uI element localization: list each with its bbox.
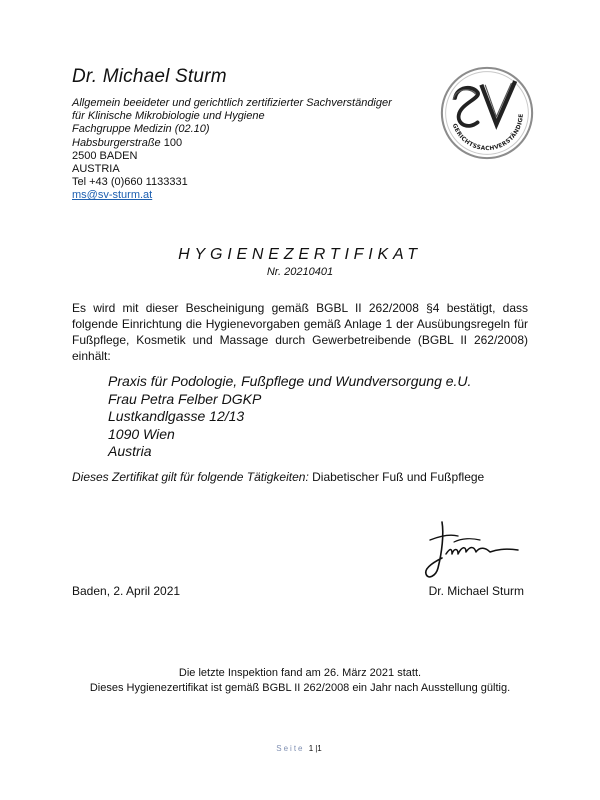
expert-group-line: Fachgruppe Medizin (02.10) — [72, 123, 210, 136]
total-pages: 1 — [317, 744, 324, 753]
facility-street: Lustkandlgasse 12/13 — [108, 408, 245, 424]
facility-city: 1090 Wien — [108, 425, 175, 442]
expert-title-line-2: für Klinische Mikrobiologie und Hygiene — [72, 110, 265, 123]
letterhead — [72, 97, 392, 203]
activities-line — [72, 470, 484, 484]
page-number — [0, 744, 600, 753]
facility-address-block — [108, 373, 471, 461]
certificate-title: HYGIENEZERTIFIKAT — [178, 246, 422, 263]
page-label: Seite — [276, 744, 305, 753]
page-separator: | — [315, 744, 318, 753]
inspection-date-note: Die letzte Inspektion fand am 26. März 2021 statt. — [178, 667, 422, 679]
place-and-date: Baden, 2. April 2021 — [72, 584, 181, 598]
facility-name: Praxis für Podologie, Fußpflege und Wundversorgung e.U. — [108, 373, 472, 389]
certification-statement: Es wird mit dieser Bescheinigung gemäß BGBL II 262/2008 §4 bestätigt, dass folgende Einrichtung die Hygienevorgaben gemäß Anlage 1 der Ausübungsregeln für Fußpflege, Kosmetik und Massage durch Gewerbetreibende (BGBL II 262/2008) einhält: — [72, 301, 528, 363]
seal-ring-text: GERICHTSSACHVERSTÄNDIGE — [450, 113, 525, 153]
street-number: 100 — [163, 136, 183, 149]
address-street — [72, 137, 392, 150]
street-name: Habsburgerstraße — [72, 136, 161, 149]
certificate-number: Nr. 20210401 — [266, 266, 334, 278]
phone-number: Tel +43 (0)660 1133331 — [72, 176, 188, 189]
activities-label: Dieses Zertifikat gilt für folgende Tätigkeiten: — [72, 470, 309, 484]
validity-footer — [0, 666, 600, 695]
address-city: 2500 BADEN — [72, 149, 138, 162]
address-country: AUSTRIA — [72, 163, 120, 176]
facility-country: Austria — [108, 443, 152, 459]
email-link[interactable]: ms@sv-sturm.at — [72, 189, 153, 202]
author-name: Dr. Michael Sturm — [72, 66, 227, 87]
facility-contact: Frau Petra Felber DGKP — [108, 390, 262, 407]
handwritten-signature — [420, 518, 524, 584]
expert-title-line-1: Allgemein beeideter und gerichtlich zertifizierter Sachverständiger — [72, 97, 392, 109]
validity-note: Dieses Hygienezertifikat ist gemäß BGBL II 262/2008 ein Jahr nach Ausstellung gültig. — [89, 681, 511, 694]
signer-name: Dr. Michael Sturm — [428, 584, 524, 598]
activities-value: Diabetischer Fuß und Fußpflege — [312, 470, 485, 484]
court-expert-seal-logo — [440, 66, 534, 160]
current-page: 1 — [308, 744, 316, 753]
